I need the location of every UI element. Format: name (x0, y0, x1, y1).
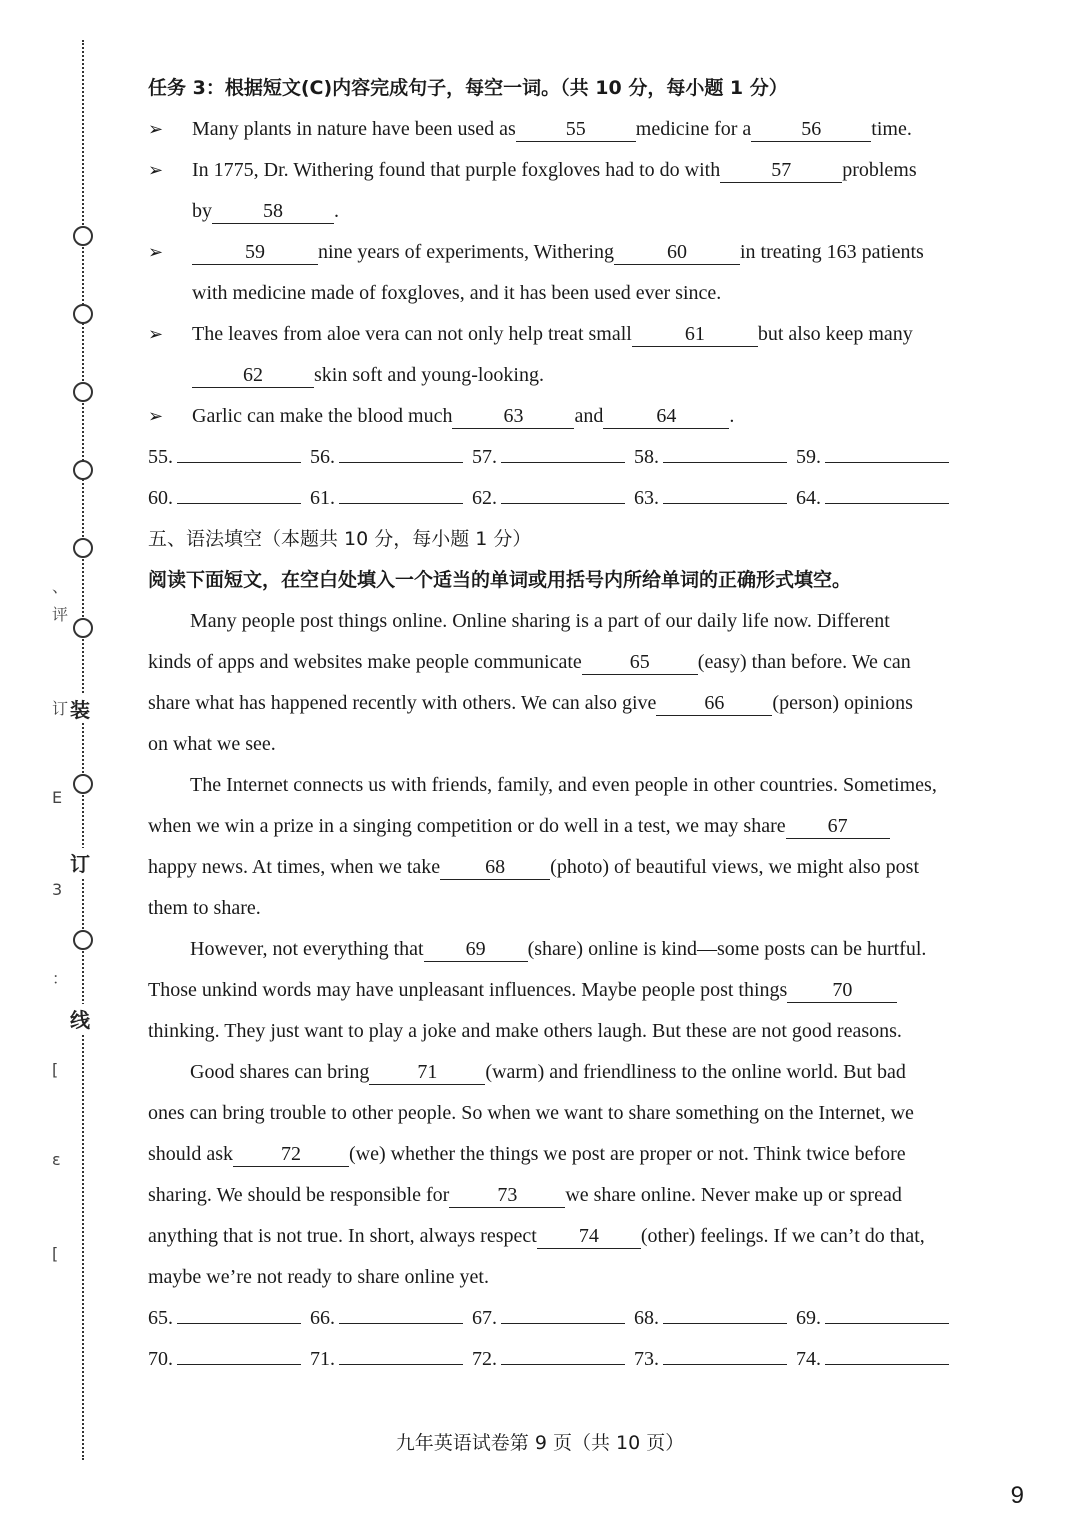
passage-line: kinds of apps and websites make people communicate 65 (easy) than before. We can (148, 651, 911, 673)
blank-74: 74 (537, 1224, 641, 1249)
margin-fragment: 3 (52, 880, 63, 899)
blank-72: 72 (233, 1142, 349, 1167)
answer-field-64[interactable] (825, 479, 949, 504)
arrow-bullet-icon: ➢ (148, 324, 164, 345)
answer-field-56[interactable] (339, 438, 463, 463)
passage-line: happy news. At times, when we take 68 (photo) of beautiful views, we might also post (148, 856, 919, 878)
passage-line: The Internet connects us with friends, family, and even people in other countries. Sometimes, (190, 774, 937, 796)
answer-field-73[interactable] (663, 1340, 787, 1365)
margin-fragment: 评 (52, 605, 69, 624)
answer-field-68[interactable] (663, 1299, 787, 1324)
margin-fragment: [ (52, 1244, 59, 1263)
answer-field-63[interactable] (663, 479, 787, 504)
binding-hole (73, 618, 93, 638)
task3-sentence-3: ➢ 59 nine years of experiments, Withering 60 in treating 163 patients (148, 232, 958, 273)
answer-row-60-64: 60. 61. 62. 63. 64. (148, 478, 958, 519)
passage-line: sharing. We should be responsible for 73 we share online. Never make up or spread (148, 1184, 902, 1206)
blank-58: 58 (212, 199, 334, 224)
binding-hole (73, 382, 93, 402)
passage-line: Many people post things online. Online sharing is a part of our daily life now. Different (190, 610, 890, 632)
answer-field-58[interactable] (663, 438, 787, 463)
margin-fragment: ： (52, 969, 69, 988)
binding-hole (73, 538, 93, 558)
task3-sentence-4-cont: 62 skin soft and young-looking. (148, 355, 958, 396)
answer-field-65[interactable] (177, 1299, 301, 1324)
margin-fragment: [ (52, 1060, 59, 1079)
blank-66: 66 (656, 691, 772, 716)
answer-field-57[interactable] (501, 438, 625, 463)
passage-line: ones can bring trouble to other people. So when we want to share something on the Internet, we (148, 1102, 914, 1124)
exam-content (148, 68, 958, 1380)
blank-62: 62 (192, 363, 314, 388)
passage-line: when we win a prize in a singing competition or do well in a test, we may share 67 (148, 806, 958, 847)
passage-line: However, not everything that 69 (share) online is kind—some posts can be hurtful. (190, 938, 927, 960)
answer-row-65-69: 65. 66. 67. 68. 69. (148, 1298, 958, 1339)
binding-hole (73, 304, 93, 324)
answer-field-66[interactable] (339, 1299, 463, 1324)
answer-field-60[interactable] (177, 479, 301, 504)
arrow-bullet-icon: ➢ (148, 119, 164, 140)
arrow-bullet-icon: ➢ (148, 242, 164, 263)
margin-char-xian: 线 (70, 1004, 90, 1033)
passage-line: on what we see. (148, 733, 276, 755)
binding-hole (73, 930, 93, 950)
binding-hole (73, 774, 93, 794)
margin-fragment: E (52, 788, 63, 807)
passage-line: should ask 72 (we) whether the things we post are proper or not. Think twice before (148, 1143, 906, 1165)
passage-line: anything that is not true. In short, always respect 74 (other) feelings. If we can’t do that, (148, 1225, 925, 1247)
blank-68: 68 (440, 855, 550, 880)
margin-char-ding: 订 (70, 848, 90, 877)
margin-fragment: 订 (52, 699, 69, 718)
answer-field-72[interactable] (501, 1340, 625, 1365)
page-number: 9 (1010, 1482, 1024, 1509)
blank-69: 69 (424, 937, 528, 962)
task3-sentence-4: ➢ The leaves from aloe vera can not only help treat small 61 but also keep many (148, 314, 958, 355)
answer-field-62[interactable] (501, 479, 625, 504)
blank-55: 55 (516, 117, 636, 142)
section5-heading: 五、语法填空（本题共 10 分，每小题 1 分） (148, 528, 532, 550)
blank-71: 71 (369, 1060, 485, 1085)
margin-fragment: ɛ (52, 1150, 61, 1169)
blank-67: 67 (786, 814, 890, 839)
task3-sentence-5: ➢ Garlic can make the blood much 63 and 64 . (148, 396, 958, 437)
passage-line: maybe we’re not ready to share online yet. (148, 1266, 489, 1288)
blank-65: 65 (582, 650, 698, 675)
arrow-bullet-icon: ➢ (148, 160, 164, 181)
answer-field-74[interactable] (825, 1340, 949, 1365)
blank-73: 73 (449, 1183, 565, 1208)
margin-char-zhuang: 装 (70, 694, 90, 723)
answer-row-70-74: 70. 71. 72. 73. 74. (148, 1339, 958, 1380)
blank-70: 70 (787, 978, 897, 1003)
passage-line: Good shares can bring 71 (warm) and friendliness to the online world. But bad (190, 1061, 906, 1083)
task3-sentence-3-cont: with medicine made of foxgloves, and it has been used ever since. (192, 282, 722, 304)
passage-line: them to share. (148, 897, 261, 919)
passage-line: share what has happened recently with others. We can also give 66 (person) opinions (148, 692, 913, 714)
task3-sentence-2: ➢ In 1775, Dr. Withering found that purple foxgloves had to do with 57 problems (148, 150, 958, 191)
task3-heading: 任务 3：根据短文(C)内容完成句子，每空一词。（共 10 分，每小题 1 分） (148, 77, 788, 99)
blank-61: 61 (632, 322, 758, 347)
answer-field-70[interactable] (177, 1340, 301, 1365)
blank-56: 56 (751, 117, 871, 142)
answer-field-59[interactable] (825, 438, 949, 463)
passage-line: thinking. They just want to play a joke and make others laugh. But these are not good reasons. (148, 1020, 902, 1042)
blank-63: 63 (452, 404, 574, 429)
arrow-bullet-icon: ➢ (148, 406, 164, 427)
answer-field-69[interactable] (825, 1299, 949, 1324)
blank-59: 59 (192, 240, 318, 265)
binding-hole (73, 460, 93, 480)
blank-64: 64 (603, 404, 729, 429)
answer-row-55-59: 55. 56. 57. 58. 59. (148, 437, 958, 478)
passage-line: Those unkind words may have unpleasant influences. Maybe people post things 70 (148, 970, 958, 1011)
task3-sentence-1: ➢ Many plants in nature have been used as 55 medicine for a 56 time. (148, 109, 958, 150)
binding-line (82, 40, 84, 1460)
margin-fragment: 、 (52, 577, 69, 596)
answer-field-61[interactable] (339, 479, 463, 504)
answer-field-67[interactable] (501, 1299, 625, 1324)
page-footer: 九年英语试卷第 9 页（共 10 页） (395, 1432, 685, 1454)
blank-60: 60 (614, 240, 740, 265)
blank-57: 57 (720, 158, 842, 183)
task3-sentence-2-cont: by 58 . (192, 200, 339, 222)
answer-field-55[interactable] (177, 438, 301, 463)
section5-instruction: 阅读下面短文，在空白处填入一个适当的单词或用括号内所给单词的正确形式填空。 (148, 569, 852, 591)
answer-field-71[interactable] (339, 1340, 463, 1365)
binding-hole (73, 226, 93, 246)
